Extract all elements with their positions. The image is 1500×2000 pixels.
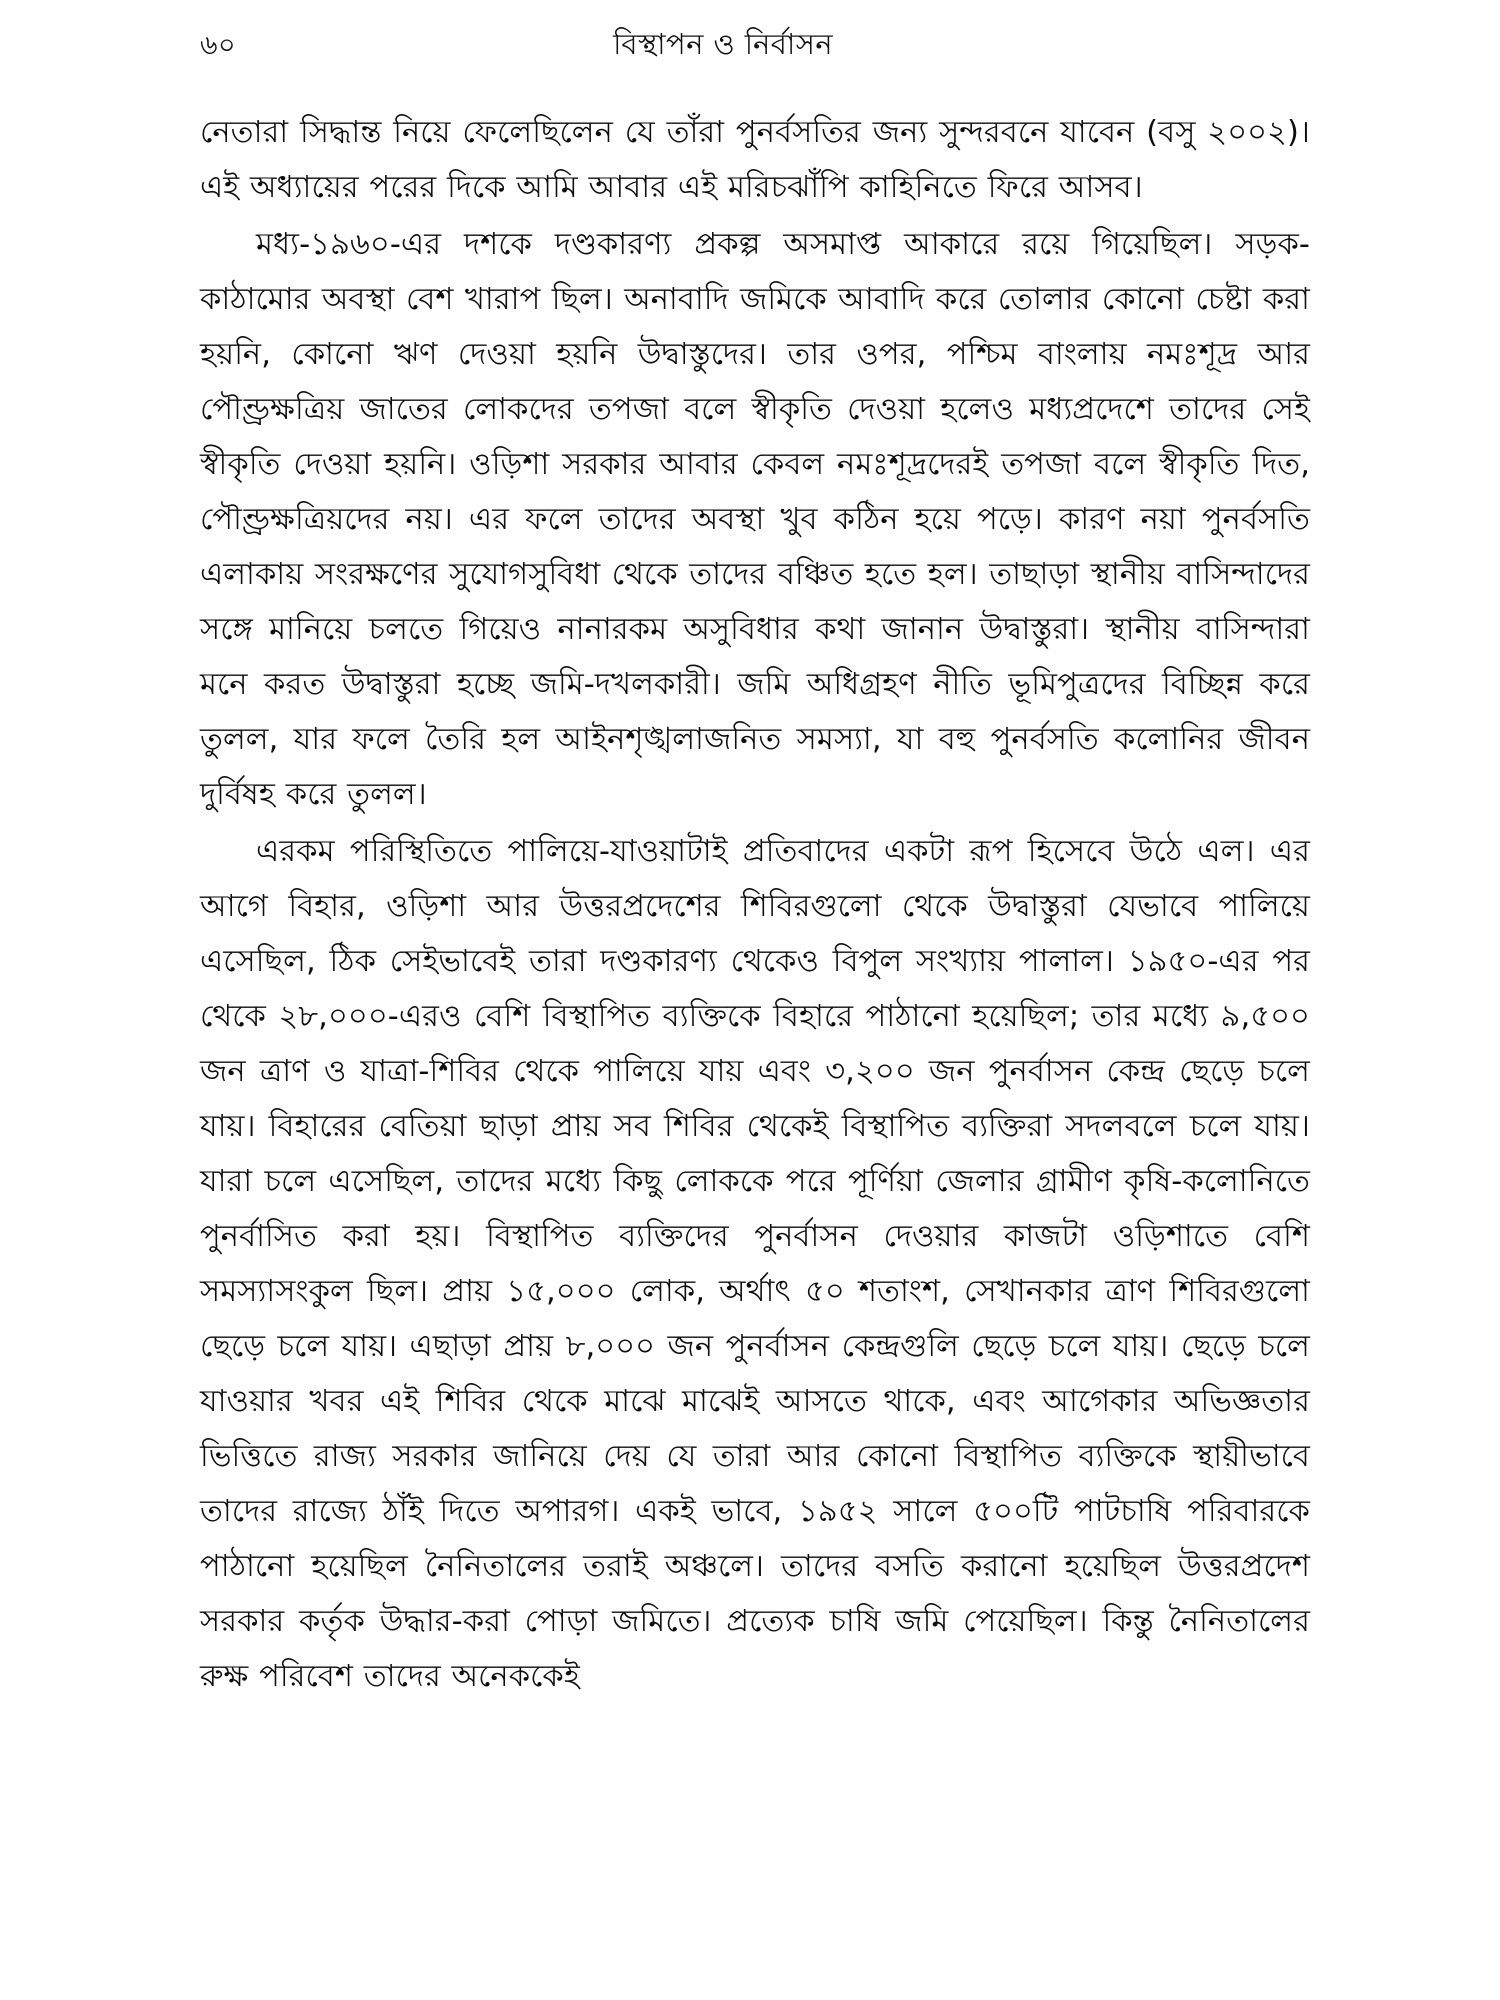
page-number: ৬০	[200, 30, 237, 61]
body-text-column	[200, 105, 1310, 1704]
paragraph: এরকম পরিস্থিতিতে পালিয়ে-যাওয়াটাই প্রতিবাদের একটা রূপ হিসেবে উঠে এল। এর আগে বিহার, ওড়িশা আর উত্তরপ্রদেশের শিবিরগুলো থেকে উদ্বাস্তুরা যেভাবে পালিয়ে এসেছিল, ঠিক সেইভাবেই তারা দণ্ডকারণ্য থেকেও বিপুল সংখ্যায় পালাল। ১৯৫০-এর পর থেকে ২৮,০০০-এরও বেশি বিস্থাপিত ব্যক্তিকে বিহারে পাঠানো হয়েছিল; তার মধ্যে ৯,৫০০ জন ত্রাণ ও যাত্রা-শিবির থেকে পালিয়ে যায় এবং ৩,২০০ জন পুনর্বাসন কেন্দ্র ছেড়ে চলে যায়। বিহারের বেতিয়া ছাড়া প্রায় সব শিবির থেকেই বিস্থাপিত ব্যক্তিরা সদলবলে চলে যায়। যারা চলে এসেছিল, তাদের মধ্যে কিছু লোককে পরে পূর্ণিয়া জেলার গ্রামীণ কৃষি-কলোনিতে পুনর্বাসিত করা হয়। বিস্থাপিত ব্যক্তিদের পুনর্বাসন দেওয়ার কাজটা ওড়িশাতে বেশি সমস্যাসংকুল ছিল। প্রায় ১৫,০০০ লোক, অর্থাৎ ৫০ শতাংশ, সেখানকার ত্রাণ শিবিরগুলো ছেড়ে চলে যায়। এছাড়া প্রায় ৮,০০০ জন পুনর্বাসন কেন্দ্রগুলি ছেড়ে চলে যায়। ছেড়ে চলে যাওয়ার খবর এই শিবির থেকে মাঝে মাঝেই আসতে থাকে, এবং আগেকার অভিজ্ঞতার ভিত্তিতে রাজ্য সরকার জানিয়ে দেয় যে তারা আর কোনো বিস্থাপিত ব্যক্তিকে স্থায়ীভাবে তাদের রাজ্যে ঠাঁই দিতে অপারগ। একই ভাবে, ১৯৫২ সালে ৫০০টি পাটচাষি পরিবারকে পাঠানো হয়েছিল নৈনিতালের তরাই অঞ্চলে। তাদের বসতি করানো হয়েছিল উত্তরপ্রদেশ সরকার কর্তৃক উদ্ধার-করা পোড়া জমিতে। প্রত্যেক চাষি জমি পেয়েছিল। কিন্তু নৈনিতালের রুক্ষ পরিবেশ তাদের অনেককেই	[200, 834, 1310, 1694]
paragraph: মধ্য-১৯৬০-এর দশকে দণ্ডকারণ্য প্রকল্প অসমাপ্ত আকারে রয়ে গিয়েছিল। সড়ক-কাঠামোর অবস্থা বেশ খারাপ ছিল। অনাবাদি জমিকে আবাদি করে তোলার কোনো চেষ্টা করা হয়নি, কোনো ঋণ দেওয়া হয়নি উদ্বাস্তুদের। তার ওপর, পশ্চিম বাংলায় নমঃশূদ্র আর পৌণ্ড্রক্ষত্রিয় জাতের লোকদের তপজা বলে স্বীকৃতি দেওয়া হলেও মধ্যপ্রদেশে তাদের সেই স্বীকৃতি দেওয়া হয়নি। ওড়িশা সরকার আবার কেবল নমঃশূদ্রদেরই তপজা বলে স্বীকৃতি দিত, পৌণ্ড্রক্ষত্রিয়দের নয়। এর ফলে তাদের অবস্থা খুব কঠিন হয়ে পড়ে। কারণ নয়া পুনর্বসতি এলাকায় সংরক্ষণের সুযোগসুবিধা থেকে তাদের বঞ্চিত হতে হল। তাছাড়া স্থানীয় বাসিন্দাদের সঙ্গে মানিয়ে চলতে গিয়েও নানারকম অসুবিধার কথা জানান উদ্বাস্তুরা। স্থানীয় বাসিন্দারা মনে করত উদ্বাস্তুরা হচ্ছে জমি-দখলকারী। জমি অধিগ্রহণ নীতি ভূমিপুত্রদের বিচ্ছিন্ন করে তুলল, যার ফলে তৈরি হল আইনশৃঙ্খলাজনিত সমস্যা, যা বহু পুনর্বসতি কলোনির জীবন দুর্বিষহ করে তুলল।	[200, 227, 1310, 812]
page-header	[200, 22, 1320, 70]
paragraph: নেতারা সিদ্ধান্ত নিয়ে ফেলেছিলেন যে তাঁরা পুনর্বসতির জন্য সুন্দরবনে যাবেন (বসু ২০০২)। এই অধ্যায়ের পরের দিকে আমি আবার এই মরিচঝাঁপি কাহিনিতে ফিরে আসব।	[200, 115, 1310, 205]
running-head: বিস্থাপন ও নির্বাসন	[613, 27, 833, 61]
